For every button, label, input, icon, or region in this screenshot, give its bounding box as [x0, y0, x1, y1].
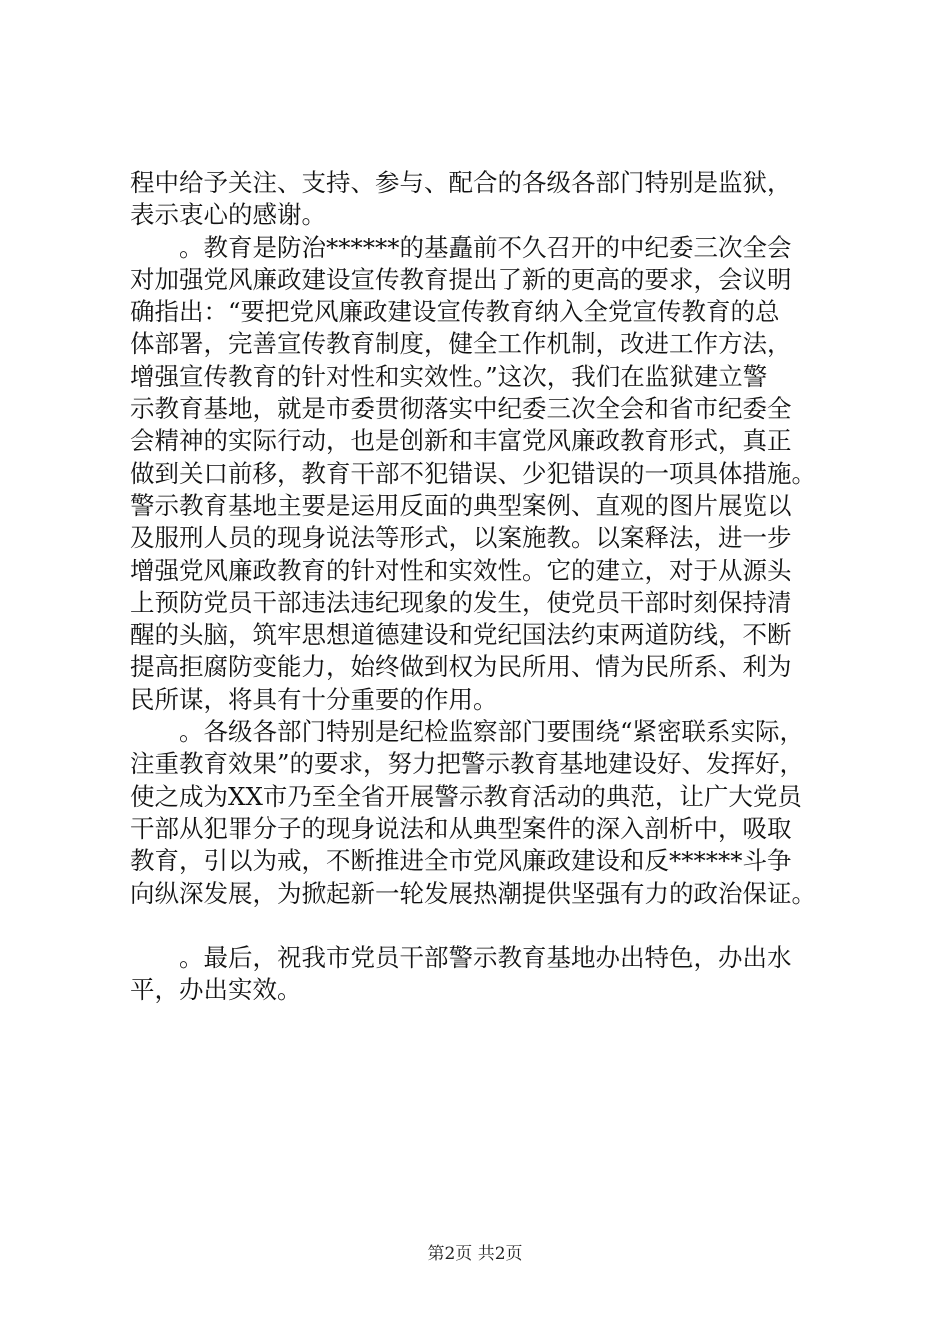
text-line: 干部从犯罪分子的现身说法和从典型案件的深入剖析中，吸取 — [130, 813, 792, 843]
text-line: 增强党风廉政教育的针对性和实效性。它的建立，对于从源头 — [130, 555, 792, 585]
text-line: 体部署，完善宣传教育制度，健全工作机制，改进工作方法， — [130, 329, 792, 359]
text-line: 确指出：“要把党风廉政建设宣传教育纳入全党宣传教育的总 — [130, 297, 780, 327]
text-line: 增强宣传教育的针对性和实效性。”这次，我们在监狱建立警 — [130, 361, 768, 391]
text-line: 对加强党风廉政建设宣传教育提出了新的更高的要求，会议明 — [130, 264, 792, 294]
text-line: 教育，引以为戒，不断推进全市党风廉政建设和反******斗争 — [130, 846, 792, 876]
paragraph-departments — [130, 716, 830, 910]
page-footer: 第2页 共2页 — [427, 1244, 523, 1264]
text-line: 警示教育基地主要是运用反面的典型案例、直观的图片展览以 — [130, 490, 792, 520]
paragraph-education — [130, 232, 830, 716]
text-line: 醒的头脑，筑牢思想道德建设和党纪国法约束两道防线，不断 — [130, 620, 792, 650]
text-line: 表示衷心的感谢。 — [130, 200, 326, 230]
text-line: 做到关口前移，教育干部不犯错误、少犯错误的一项具体措施。 — [130, 458, 816, 488]
text-line: 注重教育效果”的要求，努力把警示教育基地建设好、发挥好， — [130, 749, 805, 779]
document-body — [130, 167, 830, 1007]
text-line: 上预防党员干部违法违纪现象的发生，使党员干部时刻保持清 — [130, 587, 792, 617]
text-line: 示教育基地，就是市委贯彻落实中纪委三次全会和省市纪委全 — [130, 394, 792, 424]
text-line: 向纵深发展，为掀起新一轮发展热潮提供坚强有力的政治保证。 — [130, 878, 816, 908]
text-line: 。教育是防治******的基矗前不久召开的中纪委三次全会 — [179, 232, 792, 262]
text-line: 。各级各部门特别是纪检监察部门要围绕“紧密联系实际， — [179, 717, 805, 747]
paragraph-closing — [130, 942, 830, 1007]
paragraph-spacer — [130, 910, 830, 942]
text-line: 提高拒腐防变能力，始终做到权为民所用、情为民所系、利为 — [130, 652, 792, 682]
text-line: 及服刑人员的现身说法等形式，以案施教。以案释法，进一步 — [130, 523, 792, 553]
text-line: 会精神的实际行动，也是创新和丰富党风廉政教育形式，真正 — [130, 426, 792, 456]
text-line: 平，办出实效。 — [130, 975, 302, 1005]
text-line: 。最后，祝我市党员干部警示教育基地办出特色，办出水 — [179, 943, 792, 973]
text-line: 民所谋，将具有十分重要的作用。 — [130, 684, 498, 714]
text-line: 使之成为XX市乃至全省开展警示教育活动的典范，让广大党员 — [130, 781, 802, 811]
text-line: 程中给予关注、支持、参与、配合的各级各部门特别是监狱， — [130, 168, 792, 197]
paragraph-thanks — [130, 167, 830, 232]
